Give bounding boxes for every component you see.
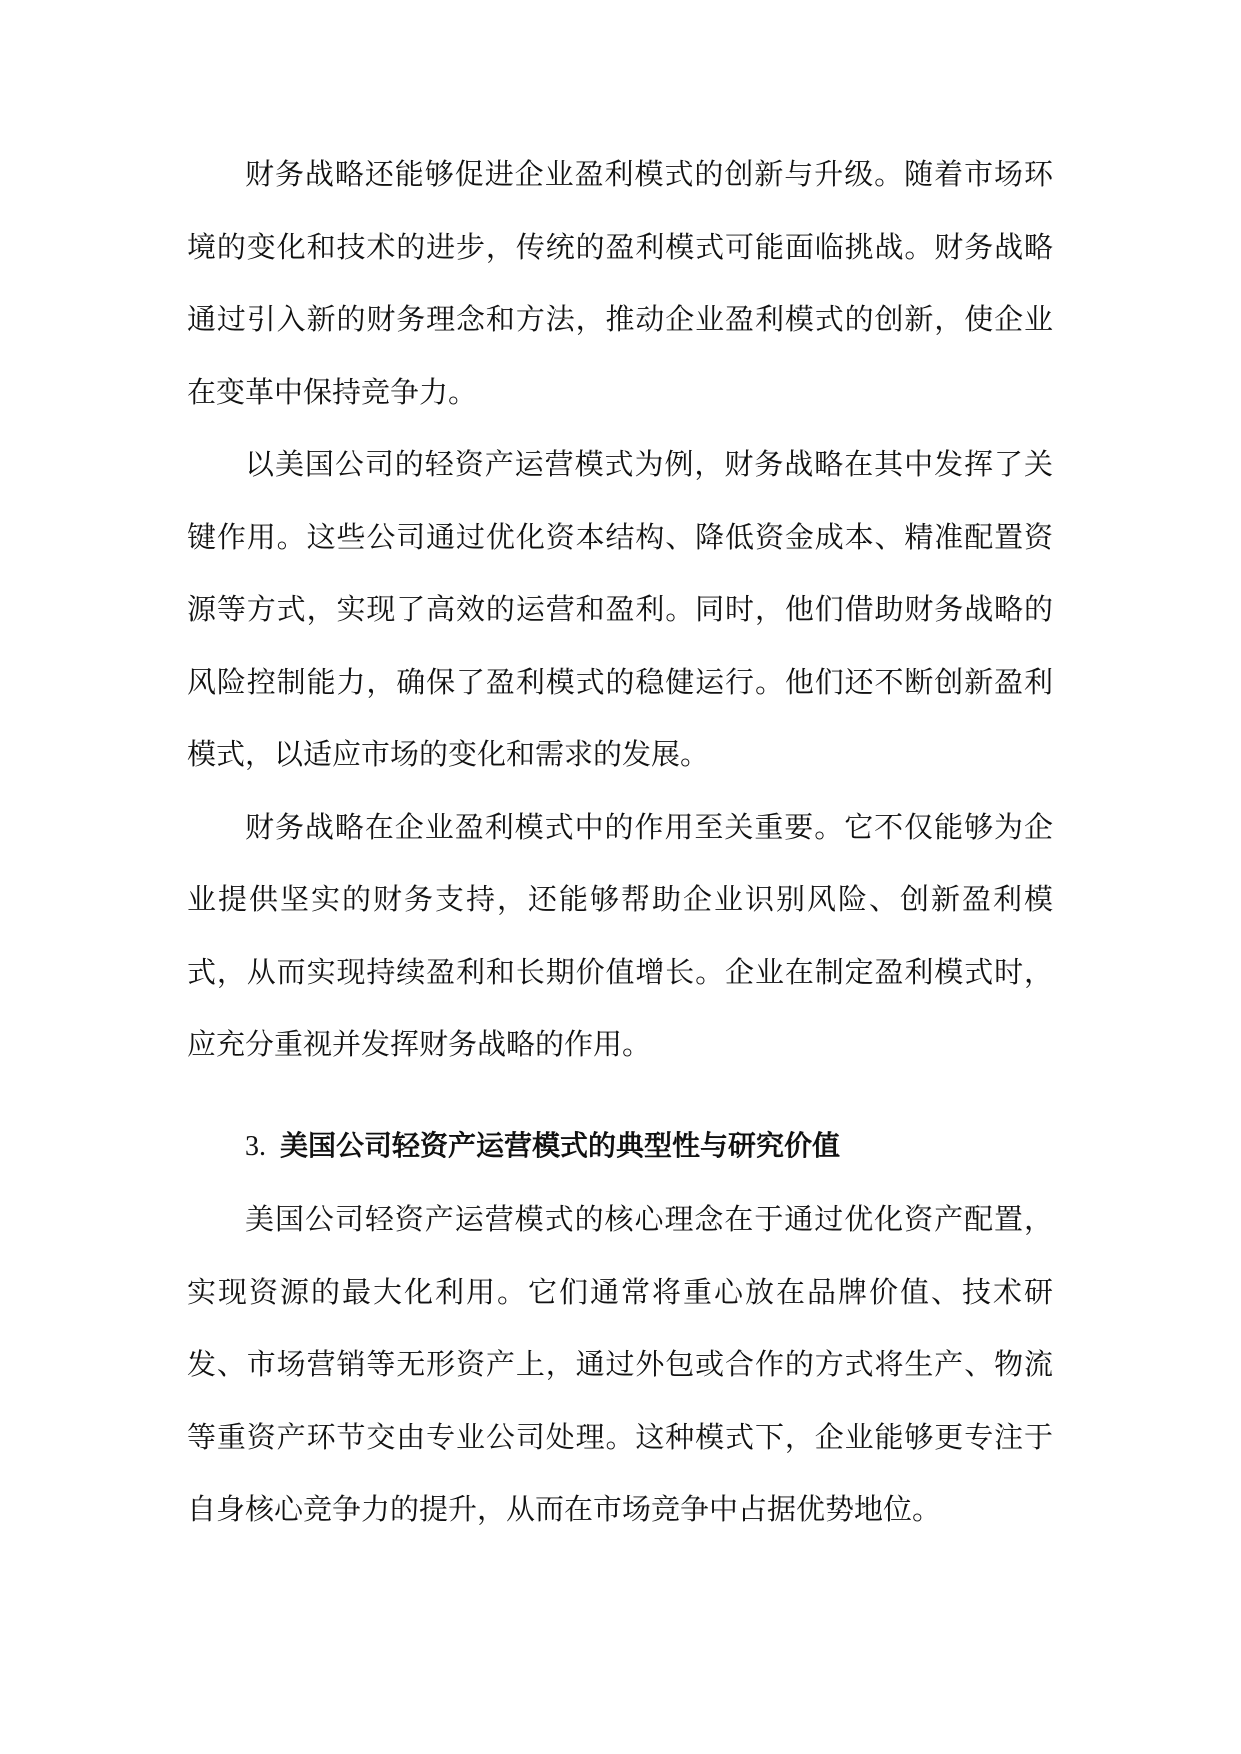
page-body <box>187 138 1053 1546</box>
section-title: 美国公司轻资产运营模式的典型性与研究价值 <box>280 1128 841 1162</box>
paragraph-asset-light-core-concept: 美国公司轻资产运营模式的核心理念在于通过优化资产配置，实现资源的最大化利用。它们通常将重心放在品牌价值、技术研发、市场营销等无形资产上，通过外包或合作的方式将生产、物流等重资产环节交由专业公司处理。这种模式下，企业能够更专注于自身核心竞争力的提升，从而在市场竞争中占据优势地位。 <box>187 1202 1053 1526</box>
paragraph-asset-light-example: 以美国公司的轻资产运营模式为例，财务战略在其中发挥了关键作用。这些公司通过优化资本结构、降低资金成本、精准配置资源等方式，实现了高效的运营和盈利。同时，他们借助财务战略的风险控制能力，确保了盈利模式的稳健运行。他们还不断创新盈利模式，以适应市场的变化和需求的发展。 <box>187 447 1053 771</box>
section-number: 3. <box>245 1130 266 1162</box>
paragraph-profit-model-innovation: 财务战略还能够促进企业盈利模式的创新与升级。随着市场环境的变化和技术的进步，传统的盈利模式可能面临挑战。财务战略通过引入新的财务理念和方法，推动企业盈利模式的创新，使企业在变革中保持竞争力。 <box>187 157 1053 409</box>
paragraph-strategy-importance: 财务战略在企业盈利模式中的作用至关重要。它不仅能够为企业提供坚实的财务支持，还能够帮助企业识别风险、创新盈利模式，从而实现持续盈利和长期价值增长。企业在制定盈利模式时，应充分重视并发挥财务战略的作用。 <box>187 809 1053 1061</box>
section-heading <box>187 1110 1053 1184</box>
